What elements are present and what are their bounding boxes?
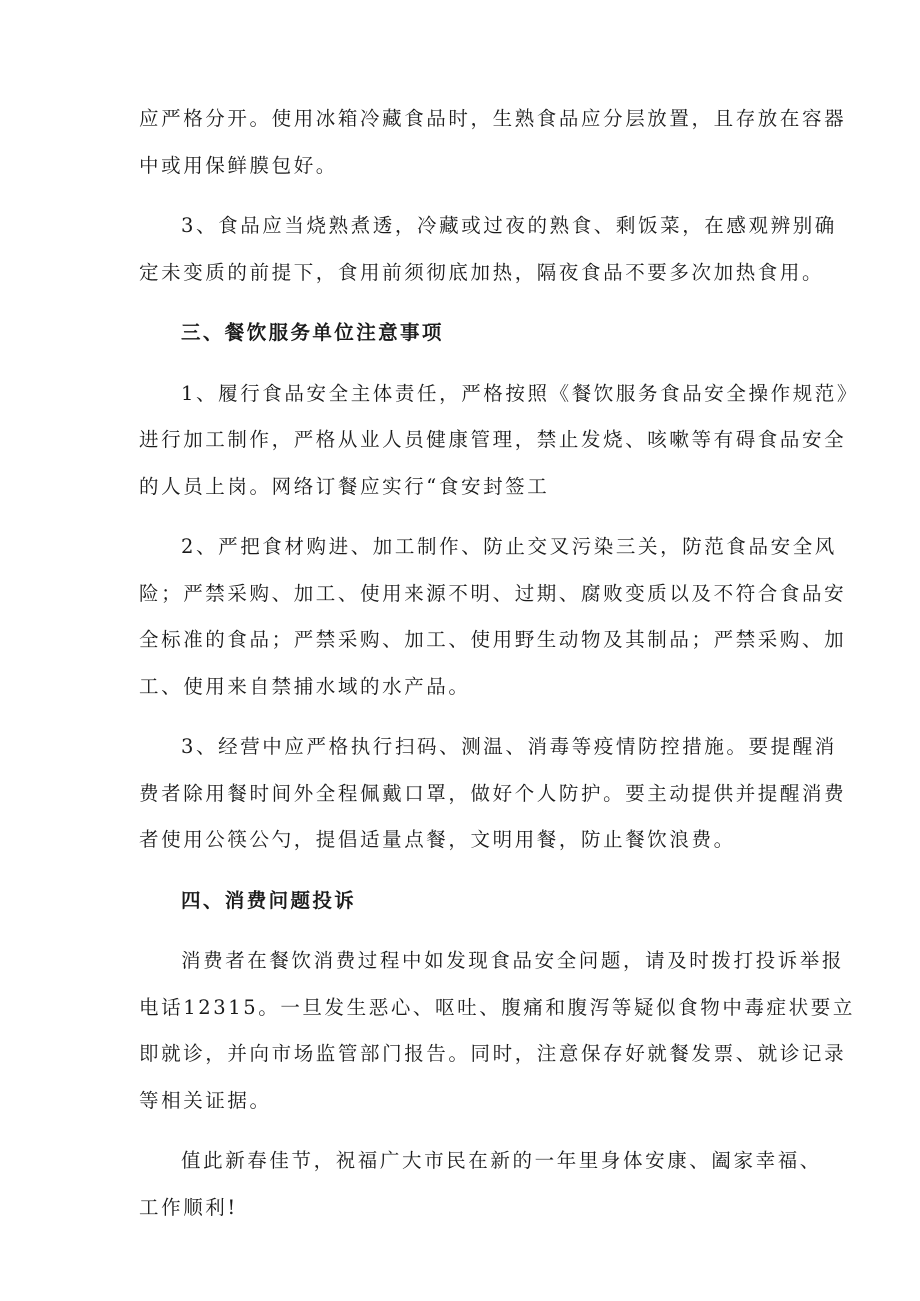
paragraph-epidemic-control <box>139 724 847 864</box>
text-line: 定未变质的前提下，食用前须彻底加热，隔夜食品不要多次加热食用。 <box>139 260 825 284</box>
paragraph-storage-continued <box>139 96 847 189</box>
text-line: 消费者在餐饮消费过程中如发现食品安全问题，请及时拨打投诉举报 <box>181 949 845 972</box>
paragraph-new-year-greeting <box>139 1138 822 1231</box>
text-line: 3、食品应当烧熟煮透，冷藏或过夜的熟食、剩饭菜，在感观辨别确 <box>181 214 837 237</box>
text-line: 进行加工制作，严格从业人员健康管理，禁止发烧、咳嗽等有碍食品安全 <box>139 428 847 451</box>
section-heading-restaurant-notes: 三、餐饮服务单位注意事项 <box>181 321 444 344</box>
paragraph-cooking <box>139 203 837 296</box>
text-line: 工、使用来自禁捕水域的水产品。 <box>139 674 471 698</box>
text-line: 费者除用餐时间外全程佩戴口罩，做好个人防护。要主动提供并提醒消费 <box>139 781 847 805</box>
text-line: 1、履行食品安全主体责任，严格按照《餐饮服务食品安全操作规范》 <box>181 381 860 405</box>
text-line: 者使用公筷公勺，提倡适量点餐，文明用餐，防止餐饮浪费。 <box>139 828 736 851</box>
text-line: 中或用保鲜膜包好。 <box>139 153 338 177</box>
text-line: 应严格分开。使用冰箱冷藏食品时，生熟食品应分层放置，且存放在容器 <box>139 107 847 130</box>
paragraph-complaint-hotline <box>139 938 855 1124</box>
paragraph-responsibility <box>139 371 860 511</box>
text-line: 等相关证据。 <box>139 1088 272 1112</box>
text-line: 的人员上岗。网络订餐应实行“食安封签工 <box>139 474 550 498</box>
text-line: 2、严把食材购进、加工制作、防止交叉污染三关，防范食品安全风 <box>181 535 837 558</box>
text-line: 险；严禁采购、加工、使用来源不明、过期、腐败变质以及不符合食品安 <box>139 581 847 605</box>
paragraph-ingredients <box>139 524 847 710</box>
section-heading-complaints: 四、消费问题投诉 <box>181 888 357 912</box>
text-line: 工作顺利! <box>139 1195 238 1219</box>
text-line: 全标准的食品；严禁采购、加工、使用野生动物及其制品；严禁采购、加 <box>139 628 847 651</box>
text-line: 3、经营中应严格执行扫码、测温、消毒等疫情防控措施。要提醒消 <box>181 735 837 758</box>
document-body <box>139 96 860 1245</box>
text-line: 值此新春佳节，祝福广大市民在新的一年里身体安康、阖家幸福、 <box>181 1149 822 1172</box>
text-line: 电话12315。一旦发生恶心、呕吐、腹痛和腹泻等疑似食物中毒症状要立 <box>139 995 855 1019</box>
text-line: 即就诊，并向市场监管部门报告。同时，注意保存好就餐发票、就诊记录 <box>139 1042 847 1065</box>
